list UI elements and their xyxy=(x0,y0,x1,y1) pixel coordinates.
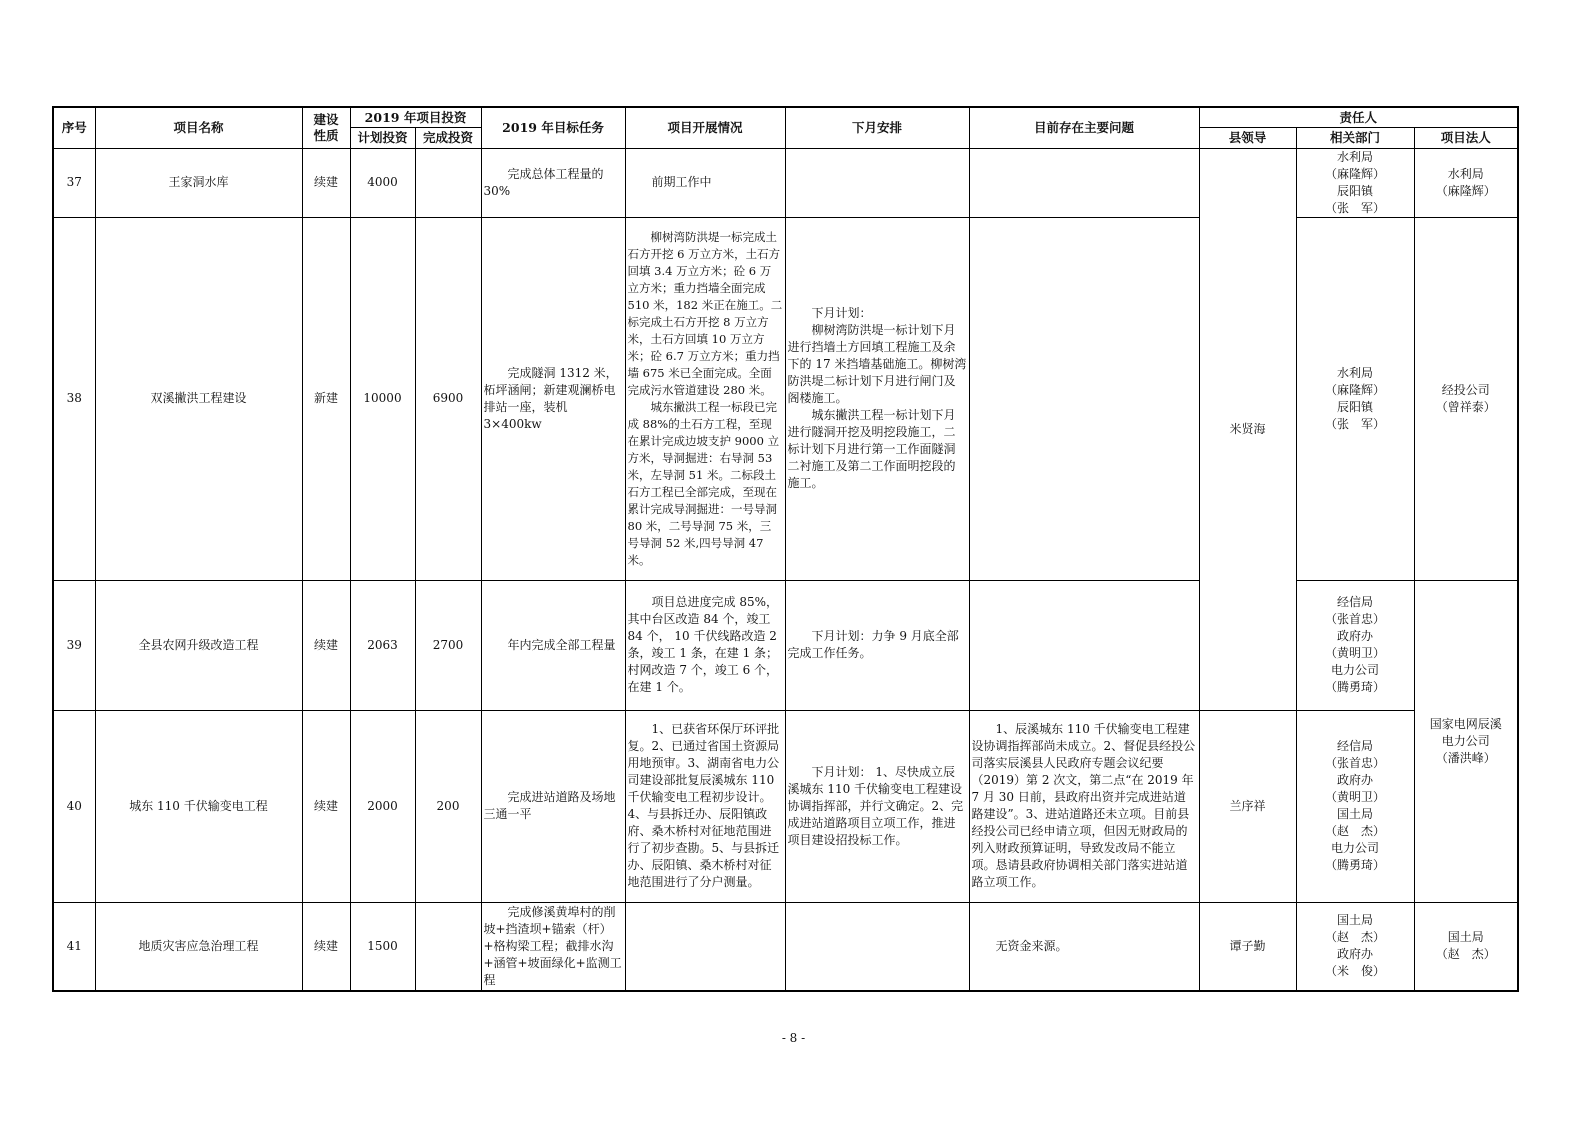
header-progress: 项目开展情况 xyxy=(625,107,785,148)
row-next-month: 下月计划： 柳树湾防洪堤一标计划下月进行挡墙土方回填工程施工及余下的 17 米挡墙基础施工。柳树湾防洪堤二标计划下月进行闸门及阁楼施工。 城东撇洪工程一标计划下月进行隧洞开挖及明挖段施工，二标计划下月进行第一工作面隧洞二衬施工及第二工作面明挖段的施工。 xyxy=(785,217,969,580)
row-legal: 水利局 （麻隆辉） xyxy=(1414,148,1518,217)
row-name: 双溪撇洪工程建设 xyxy=(95,217,302,580)
row-progress: 柳树湾防洪堤一标完成土石方开挖 6 万立方米，土石方回填 3.4 万立方米；砼 6 万立方米；重力挡墙全面完成 510 米，182 米正在施工。二标完成土石方开挖 8 万立方米，土石方回填 10 万立方米；砼 6.7 万立方米；重力挡墙 675 米已全面完成。全面完成污水管道建设 280 米。 城东撇洪工程一标段已完成 88%的土石方工程，至现在累计完成边坡支护 9000 立方米，导洞掘进：右导洞 53 米，左导洞 51 米。二标段土石方工程已全部完成，至现在累计完成导洞掘进：一号导洞 80 米，二号导洞 75 米，三号导洞 52 米,四号导洞 47 米。 xyxy=(625,217,785,580)
page-number: - 8 - xyxy=(781,1031,806,1045)
table-row xyxy=(53,902,1518,991)
row-department: 经信局 （张首忠） 政府办 （黄明卫） 电力公司 （腾勇琦） xyxy=(1296,580,1414,710)
row-planned: 4000 xyxy=(350,148,415,217)
row-progress: 项目总进度完成 85%，其中台区改造 84 个，竣工 84 个， 10 千伏线路改造 2 条，竣工 1 条，在建 1 条；村网改造 7 个，竣工 6 个，在建 1 个。 xyxy=(625,580,785,710)
row-seq: 41 xyxy=(53,902,95,991)
row-legal: 国土局 （赵 杰） xyxy=(1414,902,1518,991)
header-next-month: 下月安排 xyxy=(785,107,969,148)
row-target: 完成总体工程量的30% xyxy=(481,148,625,217)
row-progress: 1、已获省环保厅环评批复。2、已通过省国土资源局用地预审。3、湖南省电力公司建设部批复辰溪城东 110 千伏输变电工程初步设计。4、与县拆迁办、辰阳镇政府、桑木桥村对征地范围进行了初步查勘。5、与县拆迁办、辰阳镇、桑木桥村对征地范围进行了分户测量。 xyxy=(625,710,785,902)
row-name: 全县农网升级改造工程 xyxy=(95,580,302,710)
row-seq: 37 xyxy=(53,148,95,217)
row-department: 水利局 （麻隆辉） 辰阳镇 （张 军） xyxy=(1296,217,1414,580)
row-next-month: 下月计划：力争 9 月底全部完成工作任务。 xyxy=(785,580,969,710)
legal-merged: 国家电网辰溪 电力公司 （潘洪峰） xyxy=(1414,580,1518,902)
header-planned: 计划投资 xyxy=(350,127,415,148)
row-department: 国土局 （赵 杰） 政府办 （米 俊） xyxy=(1296,902,1414,991)
row-target: 完成进站道路及场地三通一平 xyxy=(481,710,625,902)
header-invest-group: 2019 年项目投资 xyxy=(350,107,481,127)
header-county-leader: 县领导 xyxy=(1199,127,1296,148)
row-nature: 续建 xyxy=(302,148,350,217)
header-completed: 完成投资 xyxy=(415,127,481,148)
row-progress: 前期工作中 xyxy=(625,148,785,217)
row-completed: 2700 xyxy=(415,580,481,710)
row-completed: 6900 xyxy=(415,217,481,580)
project-table xyxy=(52,106,1519,992)
row-legal: 经投公司 （曾祥泰） xyxy=(1414,217,1518,580)
row-planned: 2063 xyxy=(350,580,415,710)
county-leader-merged: 米贤海 xyxy=(1199,148,1296,710)
row-completed xyxy=(415,148,481,217)
table-row xyxy=(53,580,1518,710)
row-issues: 1、辰溪城东 110 千伏输变电工程建设协调指挥部尚未成立。2、督促县经投公司落实辰溪县人民政府专题会议纪要（2019）第 2 次文，第二点“在 2019 年 7 月 30 日前，县政府出资并完成进站道路建设”。3、进站道路还未立项。目前县经投公司已经申请立项，但因无财政局的列入财政预算证明，导致发改局不能立项。恳请县政府协调相关部门落实进站道路立项工作。 xyxy=(969,710,1199,902)
row-name: 地质灾害应急治理工程 xyxy=(95,902,302,991)
row-seq: 39 xyxy=(53,580,95,710)
table-row xyxy=(53,148,1518,217)
row-next-month xyxy=(785,148,969,217)
row-nature: 新建 xyxy=(302,217,350,580)
row-name: 王家洞水库 xyxy=(95,148,302,217)
row-department: 经信局 （张首忠） 政府办 （黄明卫） 国土局 （赵 杰） 电力公司 （腾勇琦） xyxy=(1296,710,1414,902)
row-nature: 续建 xyxy=(302,710,350,902)
row-target: 完成修溪黄埠村的削坡+挡渣坝+锚索（杆）+格构梁工程；截排水沟+涵管+坡面绿化+监测工程 xyxy=(481,902,625,991)
table-row xyxy=(53,217,1518,580)
header-nature: 建设 性质 xyxy=(302,107,350,148)
row-target: 年内完成全部工程量 xyxy=(481,580,625,710)
row-completed: 200 xyxy=(415,710,481,902)
county-leader-40: 兰序祥 xyxy=(1199,710,1296,902)
row-issues xyxy=(969,148,1199,217)
table-row xyxy=(53,710,1518,902)
row-seq: 38 xyxy=(53,217,95,580)
row-planned: 2000 xyxy=(350,710,415,902)
row-department: 水利局 （麻隆辉） 辰阳镇 （张 军） xyxy=(1296,148,1414,217)
row-completed xyxy=(415,902,481,991)
row-progress xyxy=(625,902,785,991)
row-target: 完成隧洞 1312 米，柘坪涵闸；新建观澜桥电排站一座，装机 3×400kw xyxy=(481,217,625,580)
row-county-leader: 谭子勤 xyxy=(1199,902,1296,991)
header-seq: 序号 xyxy=(53,107,95,148)
row-name: 城东 110 千伏输变电工程 xyxy=(95,710,302,902)
row-next-month xyxy=(785,902,969,991)
row-nature: 续建 xyxy=(302,580,350,710)
header-target: 2019 年目标任务 xyxy=(481,107,625,148)
header-name: 项目名称 xyxy=(95,107,302,148)
header-department: 相关部门 xyxy=(1296,127,1414,148)
row-next-month: 下月计划： 1、尽快成立辰溪城东 110 千伏输变电工程建设协调指挥部，并行文确定。2、完成进站道路项目立项工作，推进项目建设招投标工作。 xyxy=(785,710,969,902)
row-issues: 无资金来源。 xyxy=(969,902,1199,991)
header-responsible: 责任人 xyxy=(1199,107,1518,127)
row-planned: 10000 xyxy=(350,217,415,580)
row-planned: 1500 xyxy=(350,902,415,991)
row-nature: 续建 xyxy=(302,902,350,991)
header-legal: 项目法人 xyxy=(1414,127,1518,148)
row-seq: 40 xyxy=(53,710,95,902)
row-issues xyxy=(969,217,1199,580)
header-issues: 目前存在主要问题 xyxy=(969,107,1199,148)
row-issues xyxy=(969,580,1199,710)
